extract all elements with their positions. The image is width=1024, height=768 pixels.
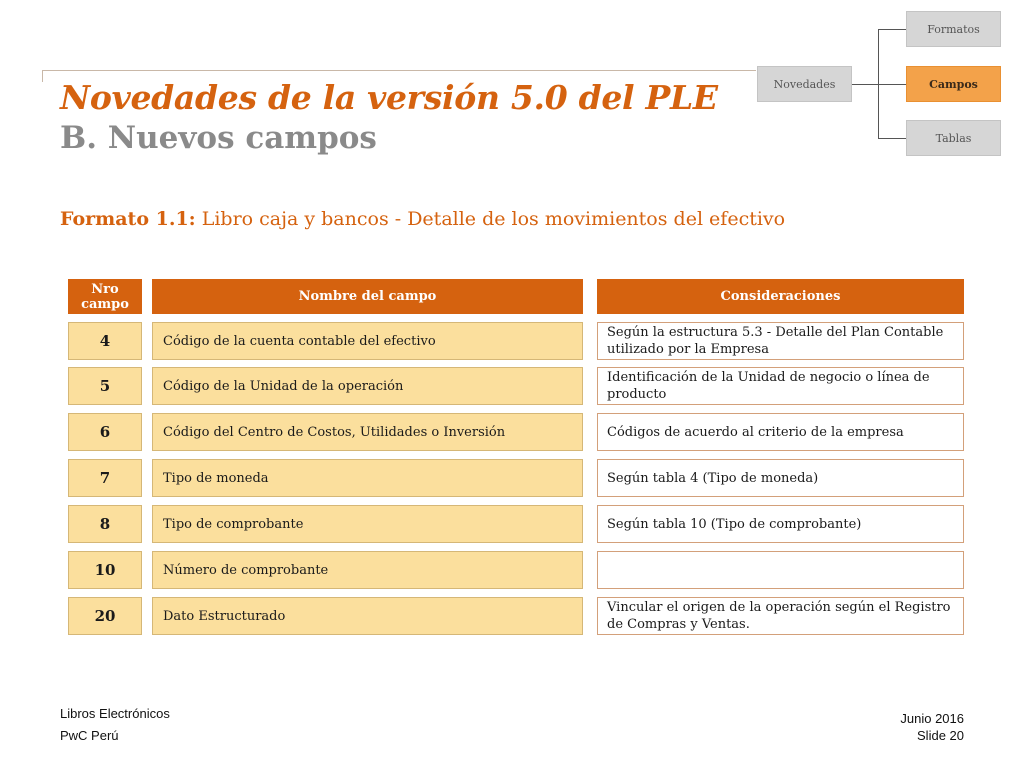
nav-connector-root [852,84,878,85]
nav-connector-campos [878,84,906,85]
row-name-8: Tipo de comprobante [152,505,583,543]
format-text: Libro caja y bancos - Detalle de los movimientos del efectivo [195,208,786,230]
row-num-5: 5 [68,367,142,405]
format-label: Formato 1.1: [60,208,196,230]
row-num-8: 8 [68,505,142,543]
header-nombre-campo: Nombre del campo [152,279,583,314]
row-name-20: Dato Estructurado [152,597,583,635]
footer-doc-name: Libros Electrónicos [60,706,170,721]
nav-formatos[interactable]: Formatos [906,11,1001,47]
row-num-10: 10 [68,551,142,589]
row-name-6: Código del Centro de Costos, Utilidades o Inversión [152,413,583,451]
nav-campos[interactable]: Campos [906,66,1001,102]
page-subtitle: B. Nuevos campos [60,120,377,156]
page-title: Novedades de la versión 5.0 del PLE [60,78,718,117]
row-cons-4: Según la estructura 5.3 - Detalle del Plan Contable utilizado por la Empresa [597,322,964,360]
row-num-6: 6 [68,413,142,451]
row-cons-6: Códigos de acuerdo al criterio de la empresa [597,413,964,451]
row-cons-10 [597,551,964,589]
row-name-7: Tipo de moneda [152,459,583,497]
row-cons-5: Identificación de la Unidad de negocio o línea de producto [597,367,964,405]
row-name-5: Código de la Unidad de la operación [152,367,583,405]
nav-connector-formatos [878,29,906,30]
nav-tablas[interactable]: Tablas [906,120,1001,156]
nav-connector-tablas [878,138,906,139]
format-description [60,208,785,230]
footer-company: PwC Perú [60,728,119,743]
row-num-20: 20 [68,597,142,635]
footer-date: Junio 2016 [900,711,964,726]
row-cons-8: Según tabla 10 (Tipo de comprobante) [597,505,964,543]
row-num-4: 4 [68,322,142,360]
title-bracket-side [42,70,43,82]
title-bracket-top [42,70,756,71]
nav-novedades[interactable]: Novedades [757,66,852,102]
header-consideraciones: Consideraciones [597,279,964,314]
row-cons-20: Vincular el origen de la operación según el Registro de Compras y Ventas. [597,597,964,635]
row-name-10: Número de comprobante [152,551,583,589]
row-name-4: Código de la cuenta contable del efectivo [152,322,583,360]
header-nro-campo: Nro campo [68,279,142,314]
row-num-7: 7 [68,459,142,497]
row-cons-7: Según tabla 4 (Tipo de moneda) [597,459,964,497]
footer-slide-number: Slide 20 [917,728,964,743]
